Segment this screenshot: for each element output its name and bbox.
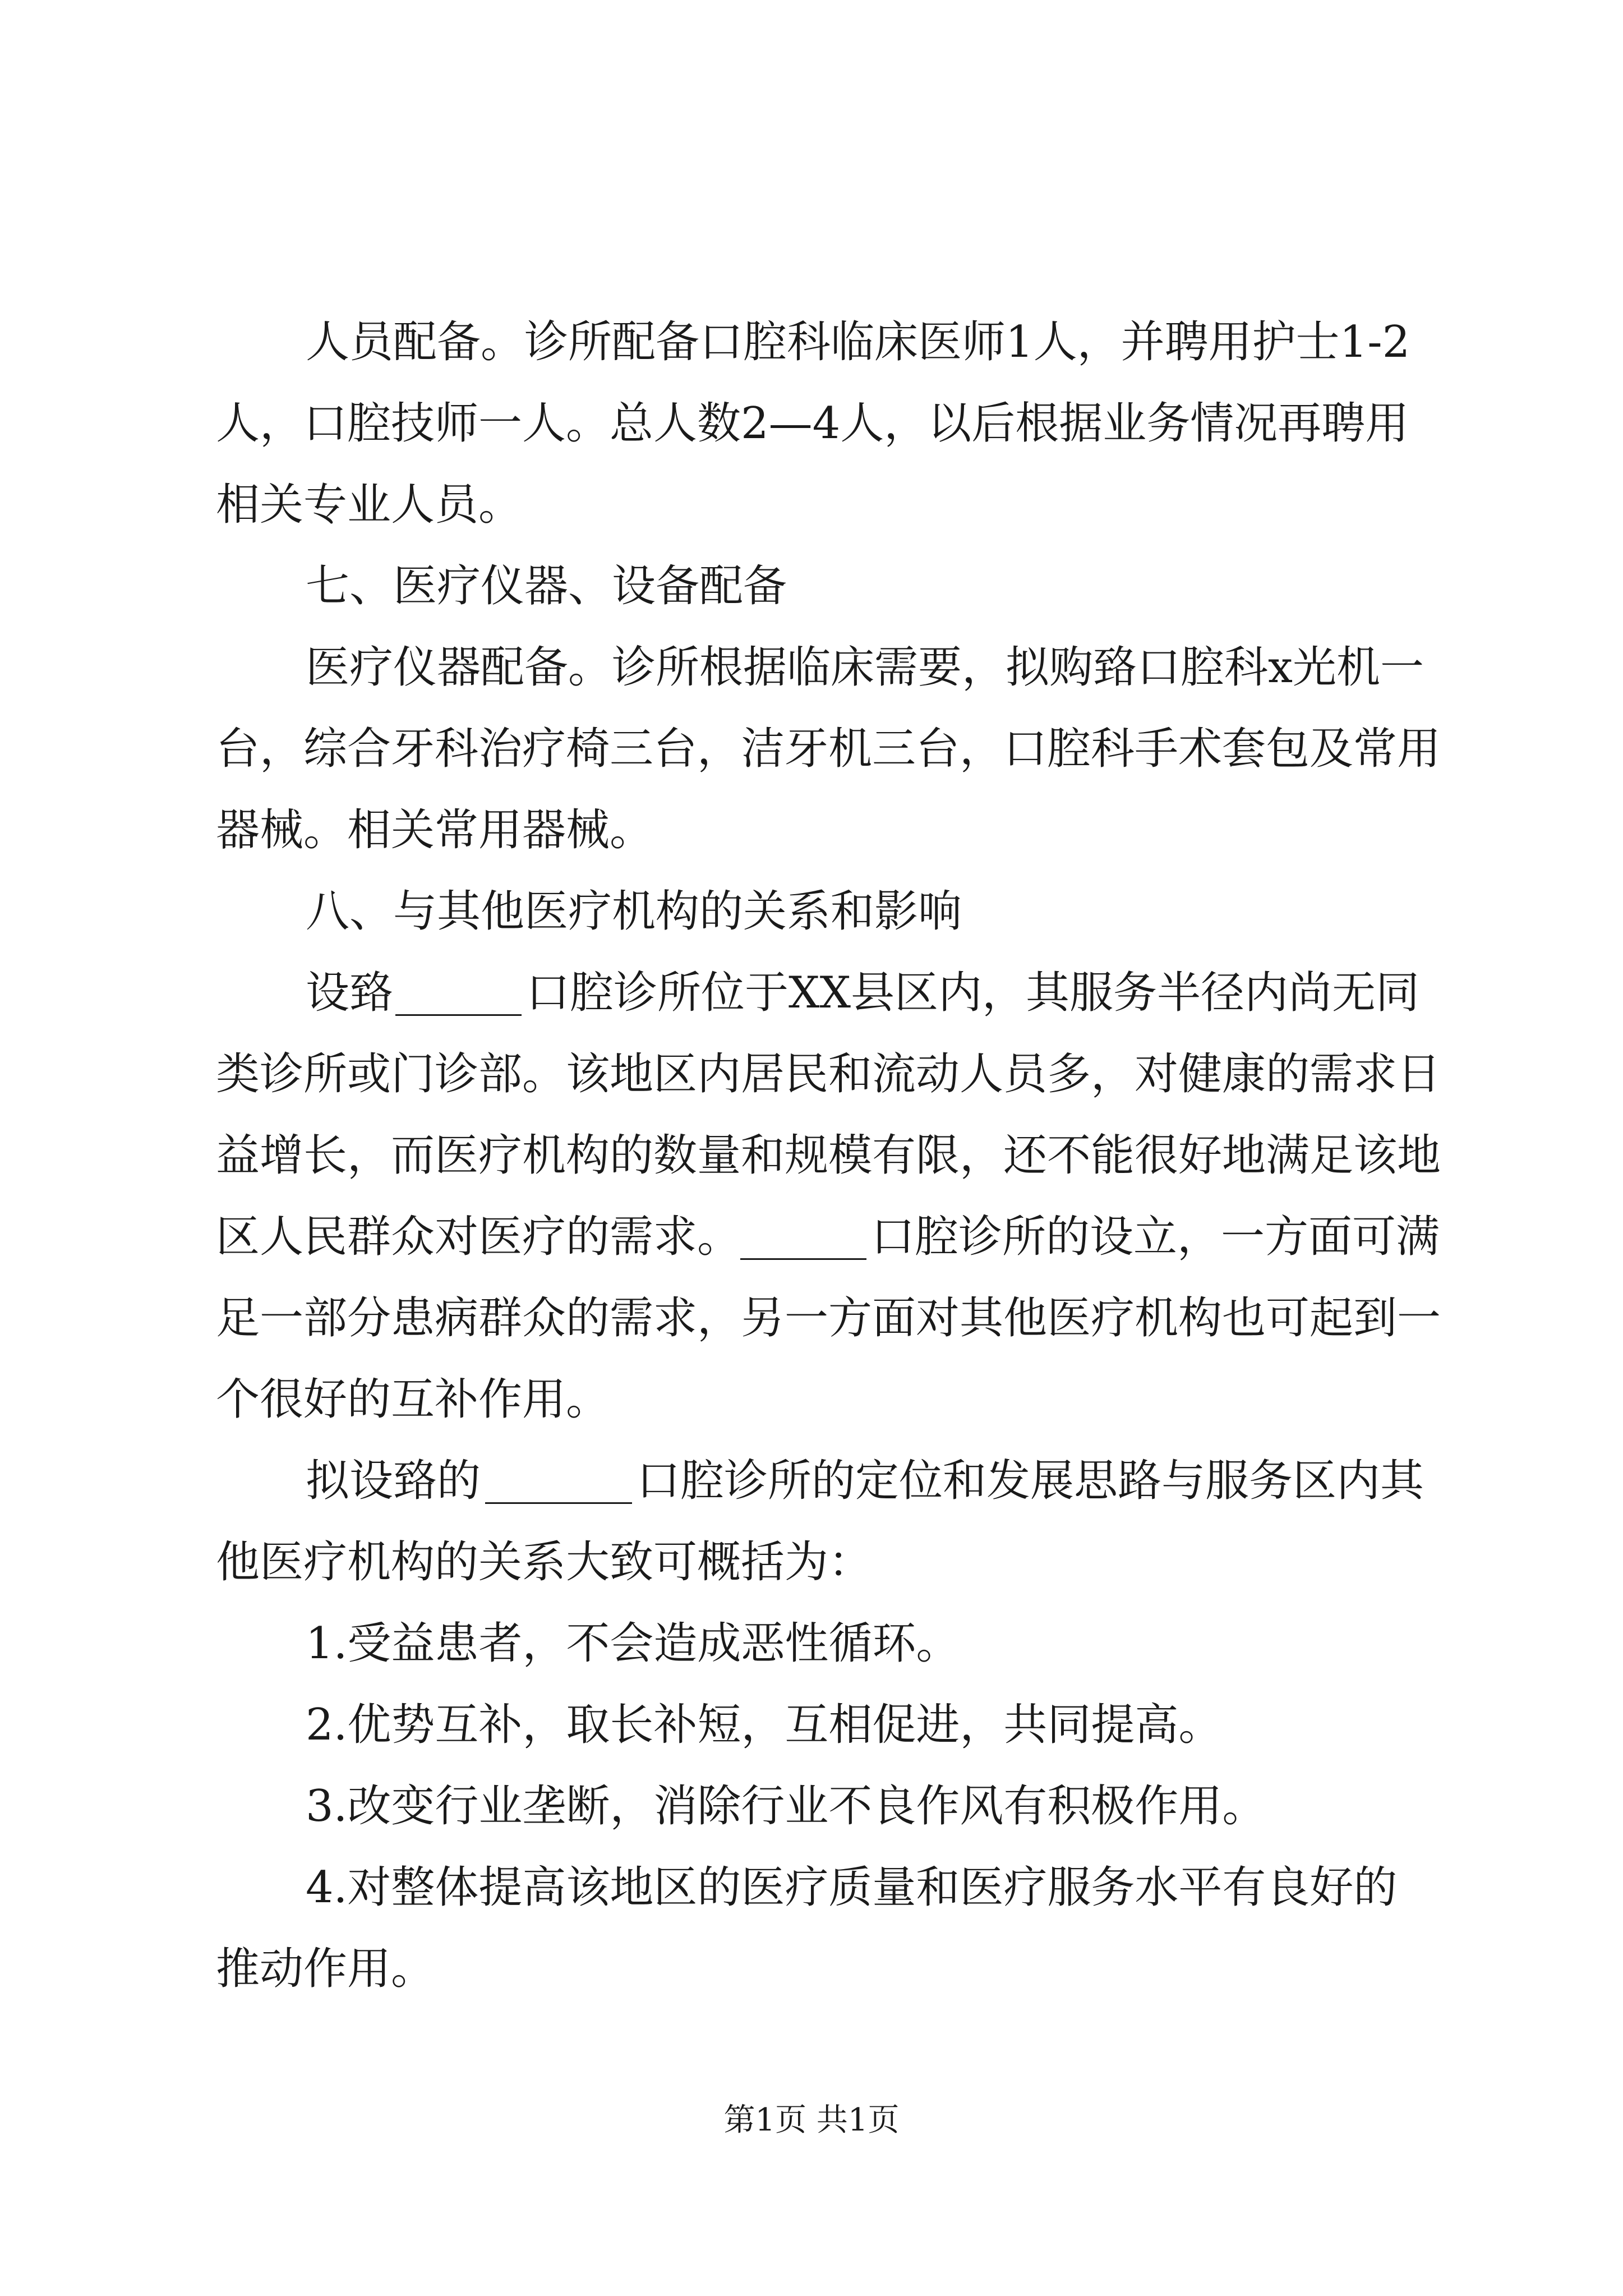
list-item <box>0 1848 1623 1927</box>
list-item-text: 2.优势互补，取长补短，互相促进，共同提高。 <box>306 1700 1223 1750</box>
text-segment: 区人民群众对医疗的需求。 <box>216 1212 741 1262</box>
text-segment: 口腔诊所的设立，一方面可满 <box>871 1212 1440 1262</box>
paragraph-line <box>0 710 1623 788</box>
section-heading <box>0 547 1623 625</box>
list-item <box>0 1604 1623 1683</box>
text-line: 人，口腔技师一人。总人数2—4人，以后根据业务情况再聘用 <box>216 398 1409 449</box>
paragraph-line <box>0 1360 1623 1439</box>
text-segment: 拟设臵的 <box>306 1456 481 1506</box>
list-item <box>0 1767 1623 1846</box>
list-item-continuation <box>0 1930 1623 2008</box>
paragraph-line <box>0 466 1623 544</box>
text-line: 器械。相关常用器械。 <box>216 805 654 855</box>
text-segment: 口腔诊所位于XX县区内，其服务半径内尚无同 <box>526 968 1420 1018</box>
text-line: 台，综合牙科治疗椅三台，洁牙机三台，口腔科手术套包及常用 <box>216 724 1441 774</box>
text-line: 个很好的互补作用。 <box>216 1374 610 1425</box>
paragraph-line <box>0 1279 1623 1358</box>
paragraph-line <box>0 303 1623 381</box>
fill-in-blank <box>395 954 522 1032</box>
paragraph-line <box>0 791 1623 869</box>
heading-text: 八、与其他医疗机构的关系和影响 <box>306 886 962 937</box>
paragraph-line <box>0 1116 1623 1195</box>
list-item-text: 推动作用。 <box>216 1944 435 1994</box>
list-item-text: 3.改变行业垄断，消除行业不良作风有积极作用。 <box>306 1781 1266 1832</box>
text-line: 人员配备。诊所配备口腔科临床医师1人，并聘用护士1-2 <box>306 317 1410 367</box>
text-line: 医疗仪器配备。诊所根据临床需要，拟购臵口腔科x光机一 <box>306 642 1424 693</box>
paragraph-line <box>0 1442 1623 1520</box>
heading-text: 七、医疗仪器、设备配备 <box>306 561 787 611</box>
page-footer: 第1页 共1页 <box>723 2102 900 2138</box>
paragraph-line <box>0 1035 1623 1114</box>
list-item-text: 1.受益患者，不会造成恶性循环。 <box>306 1618 960 1669</box>
paragraph-line <box>0 628 1623 707</box>
paragraph-line <box>0 1523 1623 1602</box>
paragraph-line <box>0 1198 1623 1276</box>
text-line: 益增长，而医疗机构的数量和规模有限，还不能很好地满足该地 <box>216 1130 1441 1181</box>
paragraph-line <box>0 954 1623 1032</box>
fill-in-blank <box>740 1198 866 1276</box>
text-segment: 口腔诊所的定位和发展思路与服务区内其 <box>637 1456 1424 1506</box>
section-heading <box>0 872 1623 951</box>
text-segment: 设臵 <box>306 968 394 1018</box>
text-line: 足一部分患病群众的需求，另一方面对其他医疗机构也可起到一 <box>216 1293 1441 1343</box>
paragraph-line <box>0 384 1623 463</box>
fill-in-blank <box>485 1442 632 1520</box>
list-item <box>0 1686 1623 1764</box>
text-line: 相关专业人员。 <box>216 480 523 530</box>
text-line: 类诊所或门诊部。该地区内居民和流动人员多，对健康的需求日 <box>216 1049 1441 1099</box>
text-line: 他医疗机构的关系大致可概括为： <box>216 1537 873 1588</box>
list-item-text: 4.对整体提高该地区的医疗质量和医疗服务水平有良好的 <box>306 1862 1398 1913</box>
